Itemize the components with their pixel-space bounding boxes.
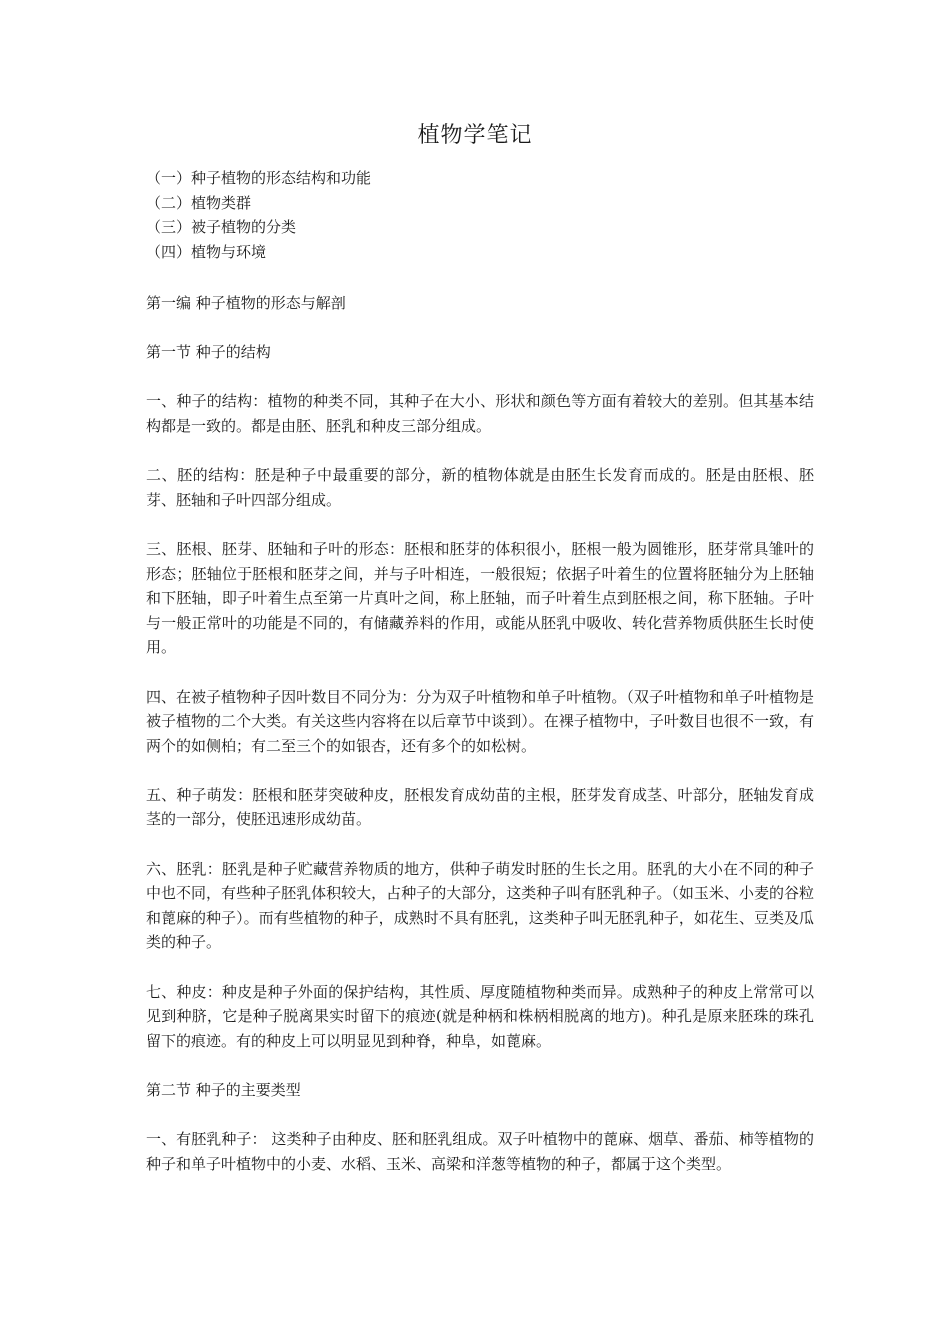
toc-item: （三）被子植物的分类 bbox=[146, 218, 297, 237]
document-body bbox=[146, 291, 814, 1176]
toc-item: （一）种子植物的形态结构和功能 bbox=[146, 169, 372, 187]
document-title: 植物学笔记 bbox=[417, 123, 533, 148]
paragraph: 四、在被子植物种子因叶数目不同分为：分为双子叶植物和单子叶植物。（双子叶植物和单子叶植物是被子植物的二个大类。有关这些内容将在以后章节中谈到）。在裸子植物中，子叶数目也很不一致，有两个的如侧柏；有二至三个的如银杏，还有多个的如松树。 bbox=[146, 687, 814, 755]
part-heading: 第一编 种子植物的形态与解剖 bbox=[146, 294, 346, 312]
paragraph: 六、胚乳：胚乳是种子贮藏营养物质的地方，供种子萌发时胚的生长之用。胚乳的大小在不同的种子中也不同，有些种子胚乳体积较大，占种子的大部分，这类种子叫有胚乳种子。（如玉米、小麦的谷粒和蓖麻的种子）。而有些植物的种子，成熟时不具有胚乳，这类种子叫无胚乳种子，如花生、豆类及瓜类的种子。 bbox=[146, 859, 814, 952]
paragraph: 一、有胚乳种子： 这类种子由种皮、胚和胚乳组成。双子叶植物中的蓖麻、烟草、番茄、柿等植物的种子和单子叶植物中的小麦、水稻、玉米、高梁和洋葱等植物的种子，都属于这个类型。 bbox=[146, 1130, 814, 1173]
paragraph: 七、种皮：种皮是种子外面的保护结构，其性质、厚度随植物种类而异。成熟种子的种皮上常常可以见到种脐，它是种子脱离果实时留下的痕迹(就是种柄和株柄相脱离的地方)。种孔是原来胚珠的珠孔留下的痕迹。有的种皮上可以明显见到种脊，种阜，如蓖麻。 bbox=[146, 982, 814, 1050]
paragraph: 一、种子的结构：植物的种类不同，其种子在大小、形状和颜色等方面有着较大的差别。但其基本结构都是一致的。都是由胚、胚乳和种皮三部分组成。 bbox=[146, 392, 814, 435]
toc-item: （四）植物与环境 bbox=[146, 243, 267, 262]
toc-item: （二）植物类群 bbox=[146, 193, 252, 212]
table-of-contents bbox=[146, 166, 826, 265]
section-heading: 第一节 种子的结构 bbox=[146, 343, 271, 362]
paragraph: 五、种子萌发：胚根和胚芽突破种皮，胚根发育成幼苗的主根，胚芽发育成茎、叶部分，胚轴发育成茎的一部分，使胚迅速形成幼苗。 bbox=[146, 785, 814, 829]
section-heading: 第二节 种子的主要类型 bbox=[146, 1081, 301, 1099]
paragraph: 三、胚根、胚芽、胚轴和子叶的形态：胚根和胚芽的体积很小，胚根一般为圆锥形，胚芽常具雏叶的形态；胚轴位于胚根和胚芽之间，并与子叶相连，一般很短；依据子叶着生的位置将胚轴分为上胚轴和下胚轴，即子叶着生点至第一片真叶之间，称上胚轴，而子叶着生点到胚根之间，称下胚轴。子叶与一般正常叶的功能是不同的，有储藏养料的作用，或能从胚乳中吸收、转化营养物质供胚生长时使用。 bbox=[146, 539, 814, 657]
paragraph: 二、胚的结构：胚是种子中最重要的部分，新的植物体就是由胚生长发育而成的。胚是由胚根、胚芽、胚轴和子叶四部分组成。 bbox=[146, 466, 814, 509]
